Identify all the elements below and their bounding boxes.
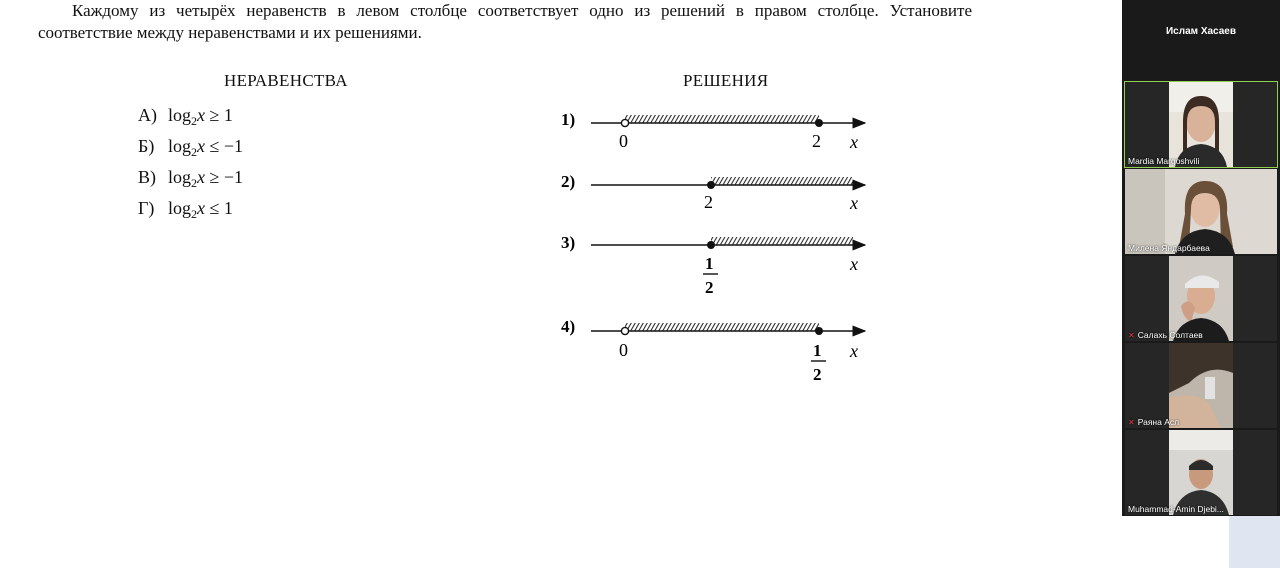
svg-text:x: x: [850, 132, 858, 152]
closed-point: [707, 181, 715, 189]
svg-text:x: x: [850, 254, 858, 274]
svg-text:0: 0: [619, 131, 628, 151]
host-name: Ислам Хасаев: [1165, 26, 1237, 37]
inequality-list: [138, 103, 243, 227]
svg-text:2: 2: [704, 192, 713, 212]
closed-point: [815, 119, 823, 127]
svg-text:2: 2: [813, 365, 822, 384]
participant-name: ✕ Салахь Солтаев: [1128, 330, 1203, 340]
solution-2: [561, 172, 865, 213]
participant-tile[interactable]: [1125, 430, 1277, 515]
svg-text:1): 1): [561, 110, 576, 129]
solutions-header: РЕШЕНИЯ: [683, 71, 769, 90]
closed-point: [815, 327, 823, 335]
solution-4: [561, 317, 865, 384]
participant-name: ✕ Раяна Асл: [1128, 417, 1180, 427]
svg-text:x: x: [850, 193, 858, 213]
task-text: Каждому из четырёх неравенств в левом столбце соответствует одно из решений в правом столбце. Установите соответствие между неравенствами и их решениями.: [38, 1, 972, 42]
participant-tile[interactable]: [1125, 343, 1277, 428]
mic-muted-icon: ✕: [1128, 418, 1135, 427]
participant-tile[interactable]: [1125, 82, 1277, 167]
participant-video: [1169, 256, 1233, 341]
svg-text:3): 3): [561, 233, 576, 252]
video-gallery-panel: [1122, 0, 1280, 516]
participant-name: Милена Яндарбаева: [1128, 243, 1210, 253]
participant-tile[interactable]: [1125, 169, 1277, 254]
svg-text:1: 1: [705, 254, 714, 273]
participant-name: Muhammad-Amin Djebi...: [1128, 504, 1224, 514]
inequality-c: В) $\log_2x \ge -1$: [138, 167, 244, 190]
participant-tile[interactable]: [1125, 256, 1277, 341]
solution-1: [561, 110, 865, 152]
svg-text:2: 2: [705, 278, 714, 297]
cut-off-text-line: [38, 421, 398, 427]
participant-video: [1169, 430, 1233, 515]
inequality-a: А) $\log_2x \ge 1$: [138, 105, 233, 128]
inequalities-header: НЕРАВЕНСТВА: [224, 71, 348, 90]
svg-text:1: 1: [813, 341, 822, 360]
mic-muted-icon: ✕: [1128, 331, 1135, 340]
svg-text:2): 2): [561, 172, 576, 191]
participant-video: [1169, 343, 1233, 428]
inequality-b: Б) $\log_2x \le -1$: [138, 136, 244, 159]
svg-text:4): 4): [561, 317, 576, 336]
solution-3: [561, 233, 865, 297]
open-point: [621, 119, 628, 126]
inequality-d: Г) $\log_2x \le 1$: [138, 198, 233, 221]
closed-point: [707, 241, 715, 249]
svg-text:x: x: [850, 341, 858, 361]
svg-text:2: 2: [812, 131, 821, 151]
open-point: [621, 327, 628, 334]
solutions-diagram: [555, 100, 875, 390]
participant-video: [1169, 82, 1233, 167]
participant-name: Mardia Margoshvili: [1128, 156, 1200, 166]
participant-video: [1125, 169, 1277, 254]
svg-text:0: 0: [619, 340, 628, 360]
